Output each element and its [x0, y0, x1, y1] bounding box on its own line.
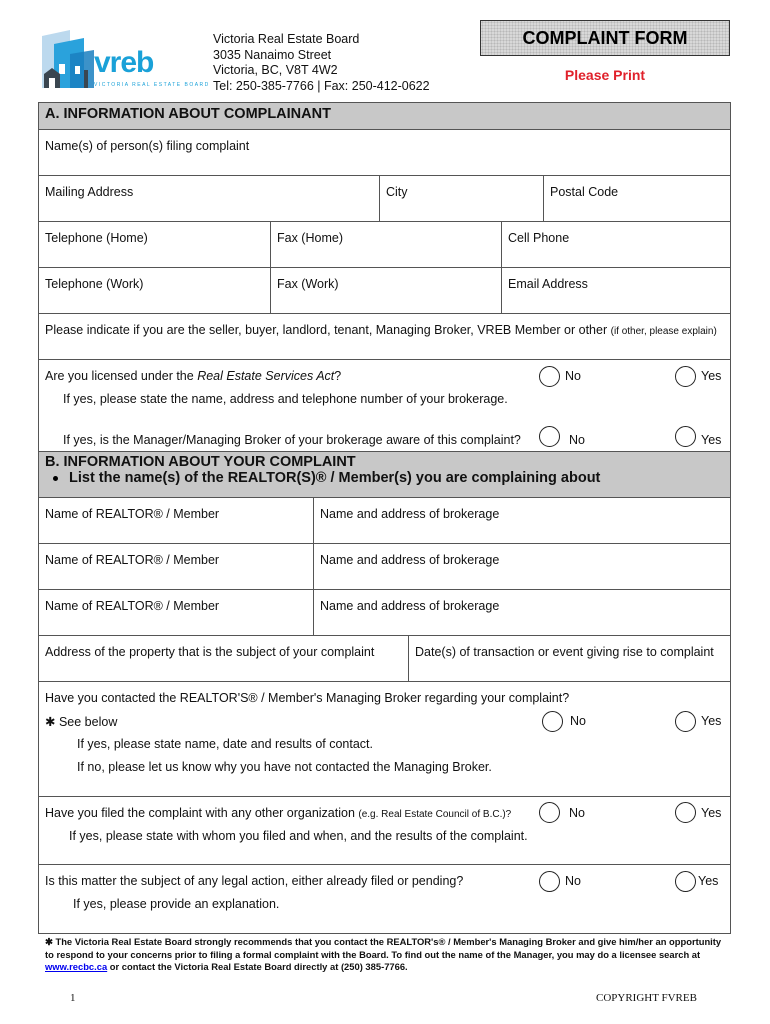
- other-org-no-radio[interactable]: [539, 802, 560, 823]
- asterisk-icon: ✱: [45, 715, 56, 729]
- vreb-logo: [40, 26, 210, 94]
- address-line: Victoria Real Estate Board: [213, 32, 360, 46]
- names-row[interactable]: [39, 130, 730, 176]
- contacted-no-radio[interactable]: [542, 711, 563, 732]
- property-row: [39, 636, 730, 682]
- legal-yes-label: Yes: [698, 874, 719, 888]
- licensed-no-radio[interactable]: [539, 366, 560, 387]
- contacted-question: Have you contacted the REALTOR'S® / Member's Managing Broker regarding your complaint?: [45, 691, 570, 705]
- other-org-block: [39, 797, 730, 865]
- legal-followup: If yes, please provide an explanation.: [73, 897, 280, 911]
- home-phone-row: [39, 222, 730, 268]
- contacted-broker-block: [39, 682, 730, 797]
- footnote-text-end: or contact the Victoria Real Estate Board directly at (250) 385-7766.: [107, 961, 408, 972]
- contacted-no-followup: If no, please let us know why you have not contacted the Managing Broker.: [77, 760, 492, 774]
- licensed-question-block: [39, 360, 730, 452]
- manager-aware-question: If yes, is the Manager/Managing Broker of your brokerage aware of this complaint?: [63, 433, 521, 447]
- mailing-row: [39, 176, 730, 222]
- realtor-name-field[interactable]: Name of REALTOR® / Member: [45, 507, 220, 521]
- brokerage-field[interactable]: Name and address of brokerage: [313, 590, 730, 635]
- transaction-dates-field[interactable]: Date(s) of transaction or event giving rise to complaint: [408, 636, 730, 681]
- brokerage-field[interactable]: Name and address of brokerage: [313, 544, 730, 589]
- contact-line: Tel: 250-385-7766 | Fax: 250-412-0622: [213, 78, 430, 93]
- licensed-yes-radio[interactable]: [675, 366, 696, 387]
- legal-action-block: [39, 865, 730, 934]
- other-org-followup: If yes, please state with whom you filed and when, and the results of the complaint.: [69, 829, 528, 843]
- property-address-field[interactable]: Address of the property that is the subject of your complaint: [45, 645, 375, 659]
- legal-no-radio[interactable]: [539, 871, 560, 892]
- other-org-yes-radio[interactable]: [675, 802, 696, 823]
- contacted-yes-label: Yes: [701, 714, 722, 728]
- licensed-question-text: Are you licensed under the: [45, 369, 198, 383]
- please-print-note: Please Print: [564, 67, 646, 83]
- address-line: 3035 Nanaimo Street: [213, 47, 332, 62]
- form-title: COMPLAINT FORM: [522, 27, 688, 48]
- role-question[interactable]: [39, 314, 730, 359]
- section-a-title: A. INFORMATION ABOUT COMPLAINANT: [45, 106, 331, 122]
- mailing-address-field[interactable]: Mailing Address: [45, 185, 134, 199]
- realtor-row: [39, 544, 730, 590]
- realtor-name-field[interactable]: Name of REALTOR® / Member: [45, 553, 220, 567]
- legal-question: Is this matter the subject of any legal action, either already filed or pending?: [45, 874, 464, 888]
- asterisk-icon: ✱: [45, 936, 53, 947]
- section-b-header: [39, 452, 730, 498]
- other-org-yes-label: Yes: [701, 806, 722, 820]
- logo-wordmark: vreb: [94, 46, 154, 79]
- licensed-question: [45, 369, 341, 383]
- brokerage-field[interactable]: Name and address of brokerage: [313, 498, 730, 543]
- telephone-work-field[interactable]: Telephone (Work): [45, 277, 144, 291]
- city-field[interactable]: City: [379, 176, 543, 221]
- logo-subtitle: VICTORIA REAL ESTATE BOARD: [94, 82, 210, 88]
- footnote: [45, 936, 725, 974]
- licensed-yes-label: Yes: [701, 369, 722, 383]
- form-title-box: [480, 20, 730, 56]
- section-b-subtitle-text: List the name(s) of the REALTOR(S)® / Member(s) you are complaining about: [69, 470, 601, 486]
- copyright-notice: COPYRIGHT FVREB: [596, 992, 697, 1004]
- licensed-question-end: ?: [334, 369, 342, 383]
- fax-home-field[interactable]: Fax (Home): [270, 222, 501, 267]
- section-b-title: B. INFORMATION ABOUT YOUR COMPLAINT: [45, 454, 356, 470]
- legal-no-label: No: [565, 874, 581, 888]
- telephone-home-field[interactable]: Telephone (Home): [45, 231, 148, 245]
- licensed-no-label: No: [565, 369, 581, 383]
- licensed-followup: If yes, please state the name, address and telephone number of your brokerage.: [63, 392, 508, 406]
- other-org-question: [45, 806, 511, 820]
- role-note: (if other, please explain): [610, 326, 717, 337]
- role-question-text: Please indicate if you are the seller, buyer, landlord, tenant, Managing Broker, VREB Member or other: [45, 323, 608, 337]
- fax-work-field[interactable]: Fax (Work): [270, 268, 501, 313]
- section-a-header: [39, 103, 730, 130]
- realtor-row: [39, 590, 730, 636]
- see-below-text: See below: [58, 715, 118, 729]
- other-org-example: (e.g. Real Estate Council of B.C.)?: [358, 809, 512, 820]
- contacted-yes-followup: If yes, please state name, date and results of contact.: [77, 737, 374, 751]
- address-line: Victoria, BC, V8T 4W2: [213, 63, 338, 77]
- names-field[interactable]: Name(s) of person(s) filing complaint: [45, 139, 250, 153]
- realtor-row: [39, 498, 730, 544]
- postal-code-field[interactable]: Postal Code: [543, 176, 730, 221]
- legal-yes-radio[interactable]: [675, 871, 696, 892]
- role-row[interactable]: [39, 314, 730, 360]
- realtor-name-field[interactable]: Name of REALTOR® / Member: [45, 599, 220, 613]
- manager-aware-no-radio[interactable]: [539, 426, 560, 447]
- form-header: [0, 0, 770, 108]
- other-org-question-text: Have you filed the complaint with any other organization: [45, 806, 355, 820]
- see-below-note: [45, 714, 117, 729]
- other-org-no-label: No: [569, 806, 585, 820]
- recbc-link[interactable]: www.recbc.ca: [45, 961, 108, 972]
- manager-aware-yes-label: Yes: [701, 433, 722, 447]
- footnote-text: The Victoria Real Estate Board strongly recommends that you contact the REALTOR's® / Member's Managing Broker and give him/her an opportunity to respond to your concerns prior to filing a formal complaint with the Board. To find out the name of the Manager, you may do a licensee search at: [45, 936, 722, 960]
- email-address-field[interactable]: Email Address: [501, 268, 730, 313]
- building-logo-icon: [40, 26, 96, 90]
- bullet-icon: [53, 476, 58, 481]
- complaint-form: [38, 102, 731, 934]
- section-b-subtitle: [45, 470, 724, 486]
- manager-aware-no-label: No: [569, 433, 585, 447]
- cell-phone-field[interactable]: Cell Phone: [501, 222, 730, 267]
- manager-aware-yes-radio[interactable]: [675, 426, 696, 447]
- contacted-no-label: No: [570, 714, 586, 728]
- contacted-yes-radio[interactable]: [675, 711, 696, 732]
- board-address: [213, 32, 430, 94]
- page-number: 1: [70, 992, 76, 1004]
- work-phone-row: [39, 268, 730, 314]
- act-name: Real Estate Services Act: [197, 369, 335, 383]
